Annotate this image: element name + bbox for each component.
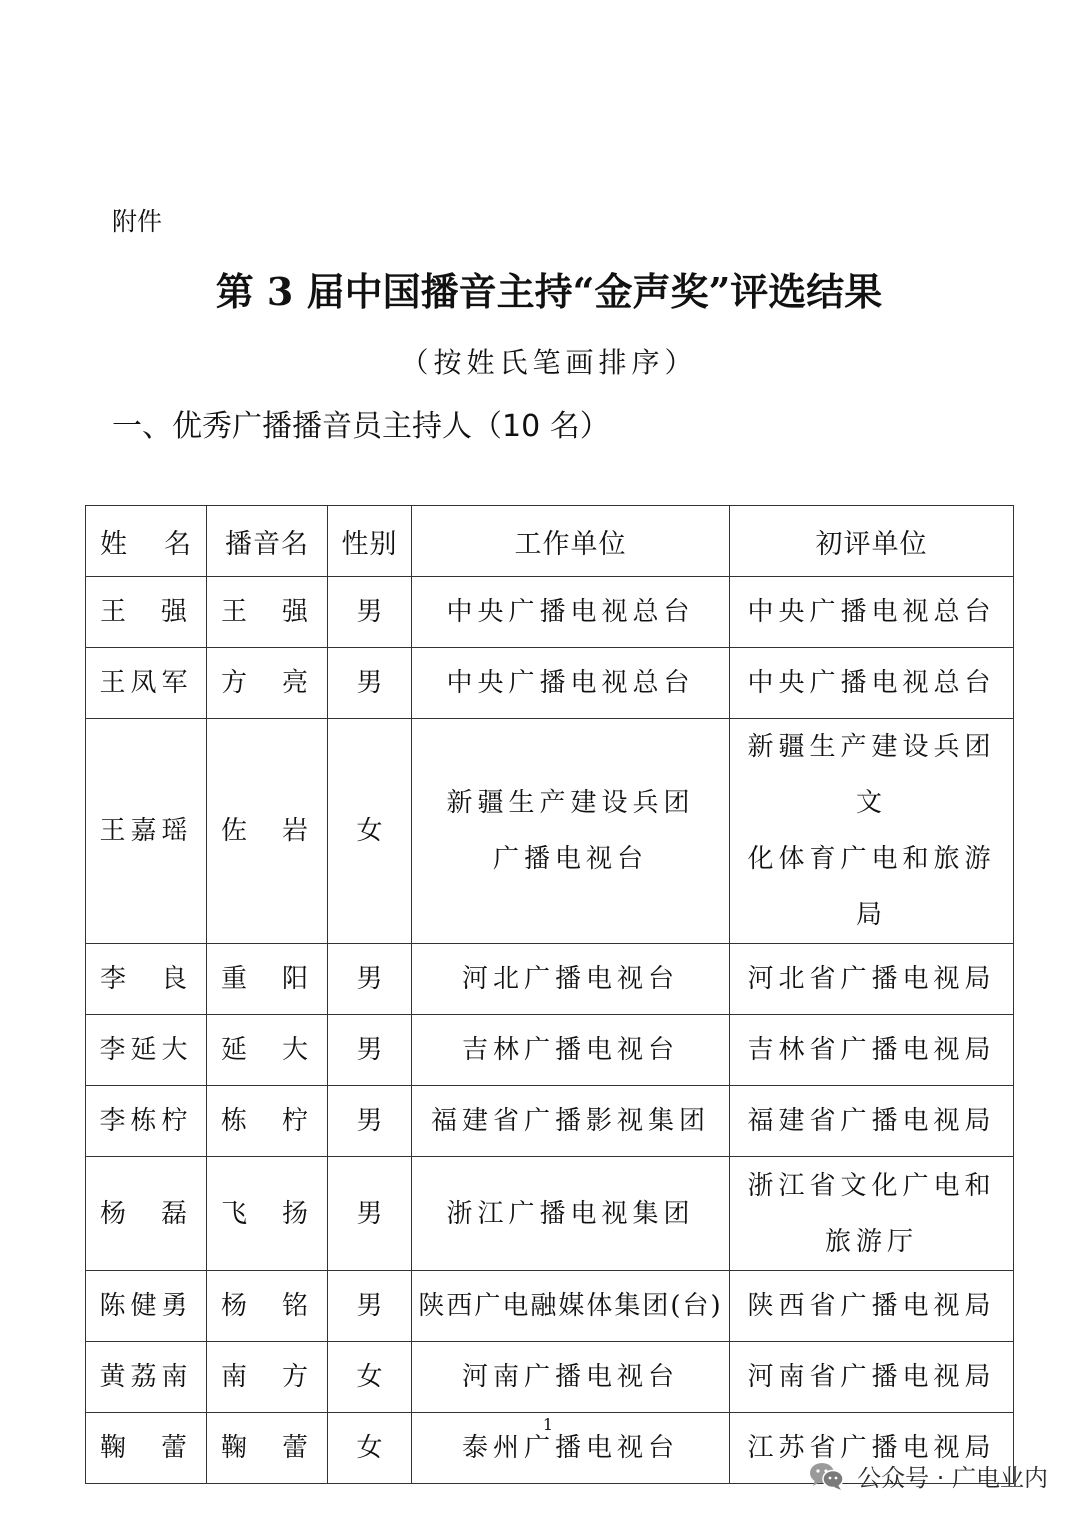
nominating-unit-cell: 河南省广播电视局	[730, 1342, 1014, 1413]
character: 佐	[221, 816, 253, 846]
character: 重	[221, 964, 253, 994]
header-gender: 性别	[328, 506, 412, 577]
spread-text	[213, 1093, 321, 1149]
work-unit-cell: 河南广播电视台	[412, 1342, 730, 1413]
nominating-unit-cell	[730, 1157, 1014, 1271]
page-title: 第 3 届中国播音主持“金声奖”评选结果	[215, 269, 883, 314]
character: 李	[100, 964, 132, 994]
character: 强	[281, 597, 313, 627]
nominating-unit-cell: 河北省广播电视局	[730, 944, 1014, 1015]
broadcast-name-cell	[207, 944, 328, 1015]
character: 杨	[221, 1291, 253, 1321]
spread-text	[92, 584, 200, 640]
broadcast-name-cell	[207, 1157, 328, 1271]
results-table	[85, 505, 1014, 1484]
table-row	[86, 1271, 1014, 1342]
gender-cell: 女	[328, 1342, 412, 1413]
broadcast-name-cell	[207, 1086, 328, 1157]
broadcast-name-cell	[207, 1271, 328, 1342]
cell-line: 旅游厅	[824, 1226, 918, 1257]
wechat-icon	[807, 1460, 847, 1492]
table-row	[86, 1342, 1014, 1413]
work-unit-cell: 浙江广播电视集团	[412, 1157, 730, 1271]
character: 大	[281, 1035, 313, 1065]
character: 方	[281, 1362, 313, 1392]
character: 强	[160, 597, 192, 627]
name-cell: 王嘉瑶	[86, 719, 207, 944]
character: 飞	[221, 1198, 253, 1229]
name-cell	[86, 944, 207, 1015]
name-cell	[86, 577, 207, 648]
spread-text	[92, 951, 200, 1007]
character: 鞠	[221, 1433, 253, 1463]
cell-line: 新疆生产建设兵团文	[747, 732, 996, 818]
character: 王	[221, 597, 253, 627]
character: 磊	[160, 1198, 192, 1229]
spread-text	[213, 1186, 321, 1242]
gender-cell: 男	[328, 648, 412, 719]
header-work-unit: 工作单位	[412, 506, 730, 577]
character: 栋	[221, 1106, 253, 1136]
gender-cell: 男	[328, 577, 412, 648]
broadcast-name-cell	[207, 577, 328, 648]
watermark	[807, 1458, 1048, 1493]
cell-line: 浙江省文化广电和	[747, 1170, 996, 1201]
gender-cell: 男	[328, 1015, 412, 1086]
gender-cell: 男	[328, 1157, 412, 1271]
gender-cell: 男	[328, 1271, 412, 1342]
character: 姓	[100, 528, 128, 560]
gender-cell: 女	[328, 1413, 412, 1484]
nominating-unit-cell: 福建省广播电视局	[730, 1086, 1014, 1157]
spread-text	[213, 1278, 321, 1334]
table-body	[86, 577, 1014, 1484]
broadcast-name-cell	[207, 1015, 328, 1086]
work-unit-cell: 陕西广电融媒体集团(台)	[412, 1271, 730, 1342]
watermark-text: 公众号 · 广电业内	[857, 1464, 1048, 1492]
spread-text	[213, 1349, 321, 1405]
work-unit-cell: 中央广播电视总台	[412, 648, 730, 719]
character: 柠	[281, 1106, 313, 1136]
table-row	[86, 648, 1014, 719]
table-row	[86, 1015, 1014, 1086]
character: 岩	[281, 816, 313, 846]
name-cell: 王凤军	[86, 648, 207, 719]
character: 方	[221, 668, 253, 698]
spread-text	[213, 1022, 321, 1078]
character: 铭	[281, 1291, 313, 1321]
cell-line: 新疆生产建设兵团	[446, 788, 695, 818]
character: 杨	[100, 1198, 132, 1229]
header-name	[86, 506, 207, 577]
table-row	[86, 1157, 1014, 1271]
nominating-unit-cell: 江苏省广播电视局	[730, 1413, 1014, 1484]
gender-cell: 女	[328, 719, 412, 944]
character: 名	[164, 528, 192, 560]
nominating-unit-cell: 陕西省广播电视局	[730, 1271, 1014, 1342]
table-row	[86, 1086, 1014, 1157]
character: 阳	[281, 964, 313, 994]
attachment-label: 附件	[112, 207, 163, 236]
character: 王	[100, 597, 132, 627]
spread-text	[213, 951, 321, 1007]
header-nominating-unit: 初评单位	[730, 506, 1014, 577]
character: 南	[221, 1362, 253, 1392]
header-broadcast-name: 播音名	[207, 506, 328, 577]
work-unit-cell	[412, 719, 730, 944]
name-cell: 李栋柠	[86, 1086, 207, 1157]
work-unit-cell: 泰州广播电视台	[412, 1413, 730, 1484]
table-header-row	[86, 506, 1014, 577]
character: 亮	[281, 668, 313, 698]
table-row	[86, 577, 1014, 648]
cell-line: 广播电视台	[492, 844, 648, 874]
header-name-text	[92, 522, 200, 561]
work-unit-cell: 福建省广播影视集团	[412, 1086, 730, 1157]
work-unit-cell: 中央广播电视总台	[412, 577, 730, 648]
name-cell	[86, 1157, 207, 1271]
gender-cell: 男	[328, 944, 412, 1015]
broadcast-name-cell	[207, 648, 328, 719]
nominating-unit-cell: 中央广播电视总台	[730, 648, 1014, 719]
spread-text	[213, 803, 321, 859]
character: 延	[221, 1035, 253, 1065]
character: 良	[160, 964, 192, 994]
broadcast-name-cell	[207, 1342, 328, 1413]
page-subtitle: （按姓氏笔画排序）	[400, 346, 698, 379]
name-cell: 李延大	[86, 1015, 207, 1086]
nominating-unit-cell: 吉林省广播电视局	[730, 1015, 1014, 1086]
cell-line: 化体育广电和旅游局	[747, 844, 996, 930]
spread-text	[92, 1186, 200, 1242]
character: 鞠	[100, 1433, 132, 1463]
character: 扬	[281, 1198, 313, 1229]
broadcast-name-cell	[207, 719, 328, 944]
name-cell: 黄荔南	[86, 1342, 207, 1413]
section-heading: 一、优秀广播播音员主持人（10 名）	[112, 409, 610, 444]
spread-text	[213, 584, 321, 640]
table-row	[86, 719, 1014, 944]
character: 蕾	[281, 1433, 313, 1463]
nominating-unit-cell	[730, 719, 1014, 944]
spread-text	[213, 655, 321, 711]
name-cell: 陈健勇	[86, 1271, 207, 1342]
nominating-unit-cell: 中央广播电视总台	[730, 577, 1014, 648]
character: 蕾	[160, 1433, 192, 1463]
work-unit-cell: 河北广播电视台	[412, 944, 730, 1015]
page-number: 1	[542, 1415, 554, 1434]
table-row	[86, 944, 1014, 1015]
gender-cell: 男	[328, 1086, 412, 1157]
work-unit-cell: 吉林广播电视台	[412, 1015, 730, 1086]
